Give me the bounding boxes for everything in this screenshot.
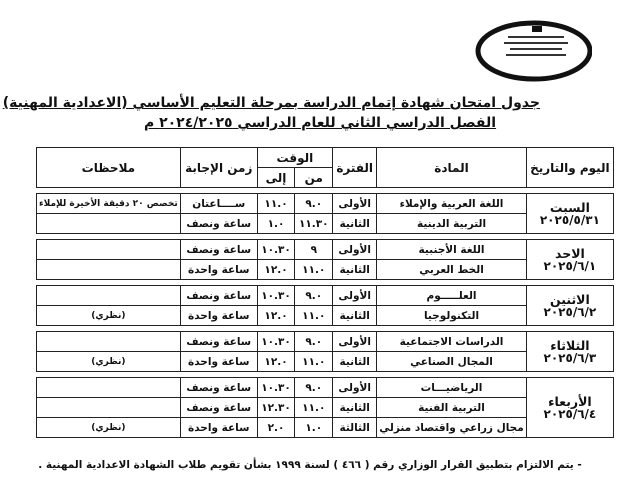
time-from-cell: ٩.٠ [295,332,333,352]
day-date-cell [526,332,613,372]
time-to-cell: ١٢.٣٠ [257,398,295,418]
day-name: الأربعاء [548,393,592,409]
duration-cell: ساعة ونصف [180,398,257,418]
header-row [37,148,614,168]
note-cell: تخصص ٢٠ دقيقة الأخيرة للإملاء [37,194,181,214]
note-cell: (نظري) [37,306,181,326]
day-date-cell [526,240,613,280]
header-subject: المادة [377,148,527,188]
footer-note: - يتم الالتزام بتطبيق القرار الوزاري رقم ( ٤٦٦ ) لسنة ١٩٩٩ بشأن تقويم طلاب الشهادة الاعدادية المهنية . [38,459,582,471]
header-period: الفترة [333,148,377,188]
time-to-cell: ١١.٠ [257,194,295,214]
page-title: جدول امتحان شهادة إتمام الدراسة بمرحلة التعليم الأساسي (الاعدادية المهنية) [2,95,540,111]
time-from-cell: ٩ [295,240,333,260]
table-row [37,378,614,398]
day-date-cell [526,194,613,234]
time-from-cell: ١١.٠ [295,260,333,280]
period-cell: الثانية [333,260,377,280]
header-from: من [295,168,333,188]
exam-date: ٢٠٢٥/٥/٣١ [539,212,600,227]
time-to-cell: ١.٠ [257,214,295,234]
time-to-cell: ١٢.٠ [257,352,295,372]
time-to-cell: ١٠.٣٠ [257,286,295,306]
period-cell: الأولى [333,240,377,260]
time-from-cell: ١١.٠ [295,306,333,326]
duration-cell: ساعة ونصف [180,378,257,398]
period-cell: الثانية [333,398,377,418]
period-cell: الأولى [333,194,377,214]
note-cell: (نظري) [37,418,181,438]
time-from-cell: ٩.٠ [295,378,333,398]
day-name: الاحد [554,245,585,261]
exam-date: ٢٠٢٥/٦/٤ [543,406,597,421]
time-to-cell: ١٢.٠ [257,306,295,326]
page-subtitle: الفصل الدراسي الثاني للعام الدراسي ٢٠٢٤/٢٠٢٥ م [143,115,497,131]
period-cell: الثالثة [333,418,377,438]
duration-cell: ساعة واحدة [180,306,257,326]
subject-cell: التربية الدينية [377,214,527,234]
header-duration: زمن الإجابة [180,148,257,188]
time-from-cell: ١١.٣٠ [295,214,333,234]
time-from-cell: ١.٠ [295,418,333,438]
note-cell [37,286,181,306]
subject-cell: الخط العربي [377,260,527,280]
header-to: إلى [257,168,295,188]
note-cell [37,260,181,280]
subject-cell: اللغة الأجنبية [377,240,527,260]
header-day-date: اليوم والتاريخ [526,148,613,188]
subject-cell: اللغة العربية والإملاء [377,194,527,214]
time-to-cell: ١٠.٣٠ [257,332,295,352]
duration-cell: ساعة واحدة [180,352,257,372]
period-cell: الثانية [333,352,377,372]
duration-cell: ساعة واحدة [180,418,257,438]
ministry-logo [474,18,592,84]
subject-cell: التربية الفنية [377,398,527,418]
time-to-cell: ١٠.٣٠ [257,240,295,260]
time-from-cell: ١١.٠ [295,352,333,372]
day-date-cell [526,286,613,326]
note-cell: (نظري) [37,352,181,372]
duration-cell: ساعة ونصف [180,332,257,352]
exam-date: ٢٠٢٥/٦/٣ [543,350,597,365]
note-cell [37,378,181,398]
period-cell: الثانية [333,306,377,326]
period-cell: الثانية [333,214,377,234]
note-cell [37,240,181,260]
period-cell: الأولى [333,378,377,398]
duration-cell: ساعة ونصف [180,240,257,260]
ministry-logo-icon [474,18,592,84]
day-name: الاثنين [550,291,590,307]
day-date-cell [526,378,613,438]
period-cell: الأولى [333,286,377,306]
time-from-cell: ٩.٠ [295,194,333,214]
duration-cell: ســــاعتان [180,194,257,214]
table-row [37,194,614,214]
subject-cell: الرياضيـــات [377,378,527,398]
duration-cell: ساعة ونصف [180,286,257,306]
subject-cell: مجال زراعي واقتصاد منزلي [377,418,527,438]
period-cell: الأولى [333,332,377,352]
subject-cell: العلـــــوم [377,286,527,306]
exam-date: ٢٠٢٥/٦/١ [543,258,597,273]
subject-cell: التكنولوجيا [377,306,527,326]
time-to-cell: ١٢.٠ [257,260,295,280]
table-row [37,240,614,260]
table-row [37,286,614,306]
note-cell [37,332,181,352]
header-notes: ملاحظات [37,148,181,188]
exam-date: ٢٠٢٥/٦/٢ [543,304,597,319]
time-from-cell: ١١.٠ [295,398,333,418]
exam-schedule-table [36,147,614,438]
time-from-cell: ٩.٠ [295,286,333,306]
header-time: الوقت [257,148,332,168]
duration-cell: ساعة واحدة [180,260,257,280]
day-name: الثلاثاء [550,337,590,353]
note-cell [37,398,181,418]
day-name: السبت [549,199,590,215]
subject-cell: الدراسات الاجتماعية [377,332,527,352]
note-cell [37,214,181,234]
table-row [37,332,614,352]
time-to-cell: ١٠.٣٠ [257,378,295,398]
time-to-cell: ٢.٠ [257,418,295,438]
subject-cell: المجال الصناعي [377,352,527,372]
duration-cell: ساعة ونصف [180,214,257,234]
